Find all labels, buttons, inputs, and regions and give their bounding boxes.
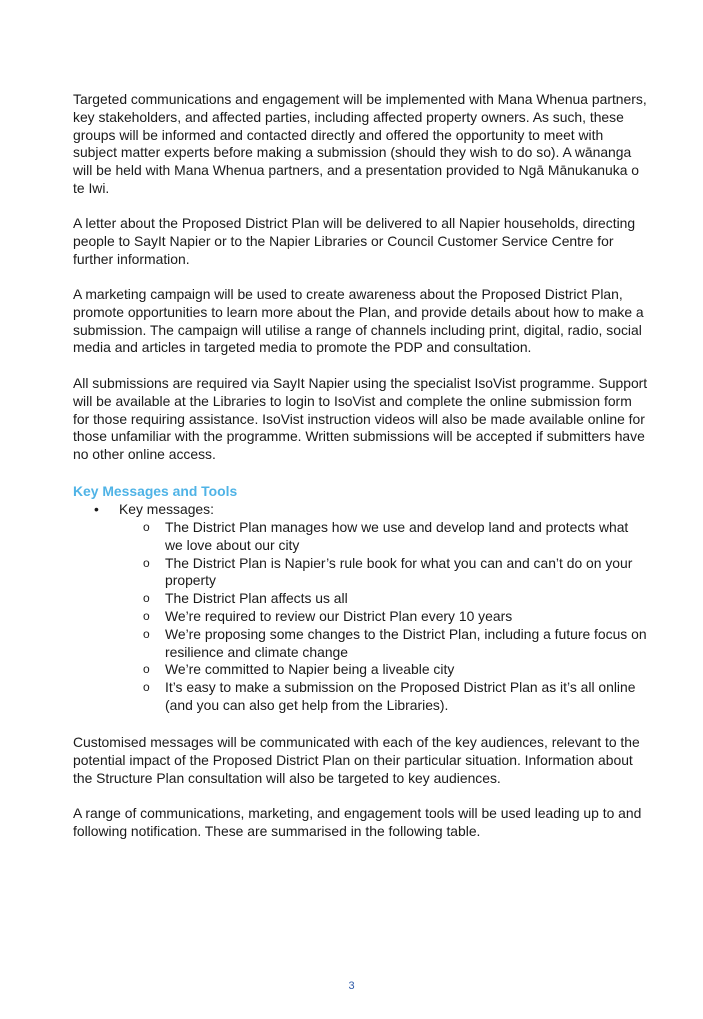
paragraph-marketing-campaign <box>73 286 643 357</box>
paragraph-submissions <box>73 375 648 464</box>
text-line: We’re proposing some changes to the District Plan, including a future focus on <box>165 625 647 642</box>
text-line: A letter about the Proposed District Plan will be delivered to all Napier households, directing <box>73 215 636 231</box>
text-line: key stakeholders, and affected parties, including affected property owners. As such, these <box>73 108 624 125</box>
message-text <box>165 519 643 555</box>
text-line: those unfamiliar with the programme. Written submissions will be accepted if submitters have <box>73 428 645 445</box>
message-text <box>165 590 643 608</box>
list-item <box>143 555 643 591</box>
text-line: We’re required to review our District Plan every 10 years <box>165 607 513 624</box>
text-line: will be available at the Libraries to login to IsoVist and complete the online submission form <box>73 392 632 409</box>
list-item <box>143 661 643 679</box>
text-line: media and articles in targeted media to promote the PDP and consultation. <box>73 339 532 356</box>
paragraph-customised-messages <box>73 734 643 787</box>
message-text <box>165 661 643 679</box>
sub-bullet-marker: o <box>143 626 150 641</box>
paragraph-letter <box>73 215 643 268</box>
text-line: A marketing campaign will be used to create awareness about the Proposed District Plan, <box>73 286 623 302</box>
text-line: submission. The campaign will utilise a range of channels including print, digital, radio, social <box>73 321 642 338</box>
text-line: All submissions are required via SayIt Napier using the specialist IsoVist programme. Support <box>73 375 648 391</box>
key-messages-list <box>143 519 647 715</box>
sub-bullet-marker: o <box>143 608 150 623</box>
paragraph-tools-summary <box>73 805 643 841</box>
text-line: We’re committed to Napier being a liveable city <box>165 661 455 678</box>
sub-bullet-marker: o <box>143 662 150 677</box>
sub-bullet-marker: o <box>143 555 150 570</box>
text-line: for those requiring assistance. IsoVist instruction videos will also be made available online for <box>73 410 645 427</box>
message-text <box>165 555 643 591</box>
sub-bullet-marker: o <box>143 591 150 606</box>
text-line: no other online access. <box>73 446 216 463</box>
text-line: Customised messages will be communicated with each of the key audiences, relevant to the <box>73 734 640 750</box>
text-line: following notification. These are summarised in the following table. <box>73 822 481 839</box>
text-line: The District Plan is Napier’s rule book for what you can and can’t do on your <box>165 554 633 571</box>
text-line: (and you can also get help from the Libraries). <box>165 696 449 713</box>
sub-bullet-marker: o <box>143 680 150 695</box>
text-line: It’s easy to make a submission on the Proposed District Plan as it’s all online <box>165 679 636 696</box>
text-line: we love about our city <box>165 536 300 553</box>
text-line: property <box>165 572 216 589</box>
text-line: potential impact of the Proposed District Plan on their particular situation. Information about <box>73 751 633 768</box>
text-line: The District Plan affects us all <box>165 590 348 607</box>
text-line: promote opportunities to learn more about the Plan, and provide details about how to make a <box>73 303 644 320</box>
list-item <box>143 679 643 715</box>
text-line: people to SayIt Napier or to the Napier Libraries or Council Customer Service Centre for <box>73 232 614 249</box>
text-line: te Iwi. <box>73 179 110 196</box>
list-item <box>143 590 643 608</box>
text-line: further information. <box>73 250 190 267</box>
page-number: 3 <box>348 980 355 992</box>
section-heading-key-messages: Key Messages and Tools <box>73 483 238 499</box>
text-line: The District Plan manages how we use and develop land and protects what <box>165 519 629 535</box>
text-line: A range of communications, marketing, and engagement tools will be used leading up to and <box>73 805 642 821</box>
text-line: groups will be informed and contacted directly and offered the opportunity to meet with <box>73 126 604 143</box>
sub-bullet-marker: o <box>143 520 150 534</box>
list-item <box>143 519 643 555</box>
list-item <box>143 625 647 662</box>
bullet-label: Key messages: <box>119 501 214 517</box>
text-line: the Structure Plan consultation will also be targeted to key audiences. <box>73 769 501 786</box>
text-line: resilience and climate change <box>165 643 348 660</box>
text-line: will be held with Mana Whenua partners, and a presentation provided to Ngā Mānukanuka o <box>73 162 640 179</box>
list-item <box>143 608 643 626</box>
bullet-marker: • <box>94 501 99 517</box>
message-text <box>165 625 647 662</box>
message-text <box>165 679 643 715</box>
text-line: Targeted communications and engagement will be implemented with Mana Whenua partners, <box>73 91 647 107</box>
text-line: subject matter experts before making a submission (should they wish to do so). A wānanga <box>73 144 632 161</box>
intro-paragraph-engagement <box>73 91 647 198</box>
message-text <box>165 608 643 626</box>
